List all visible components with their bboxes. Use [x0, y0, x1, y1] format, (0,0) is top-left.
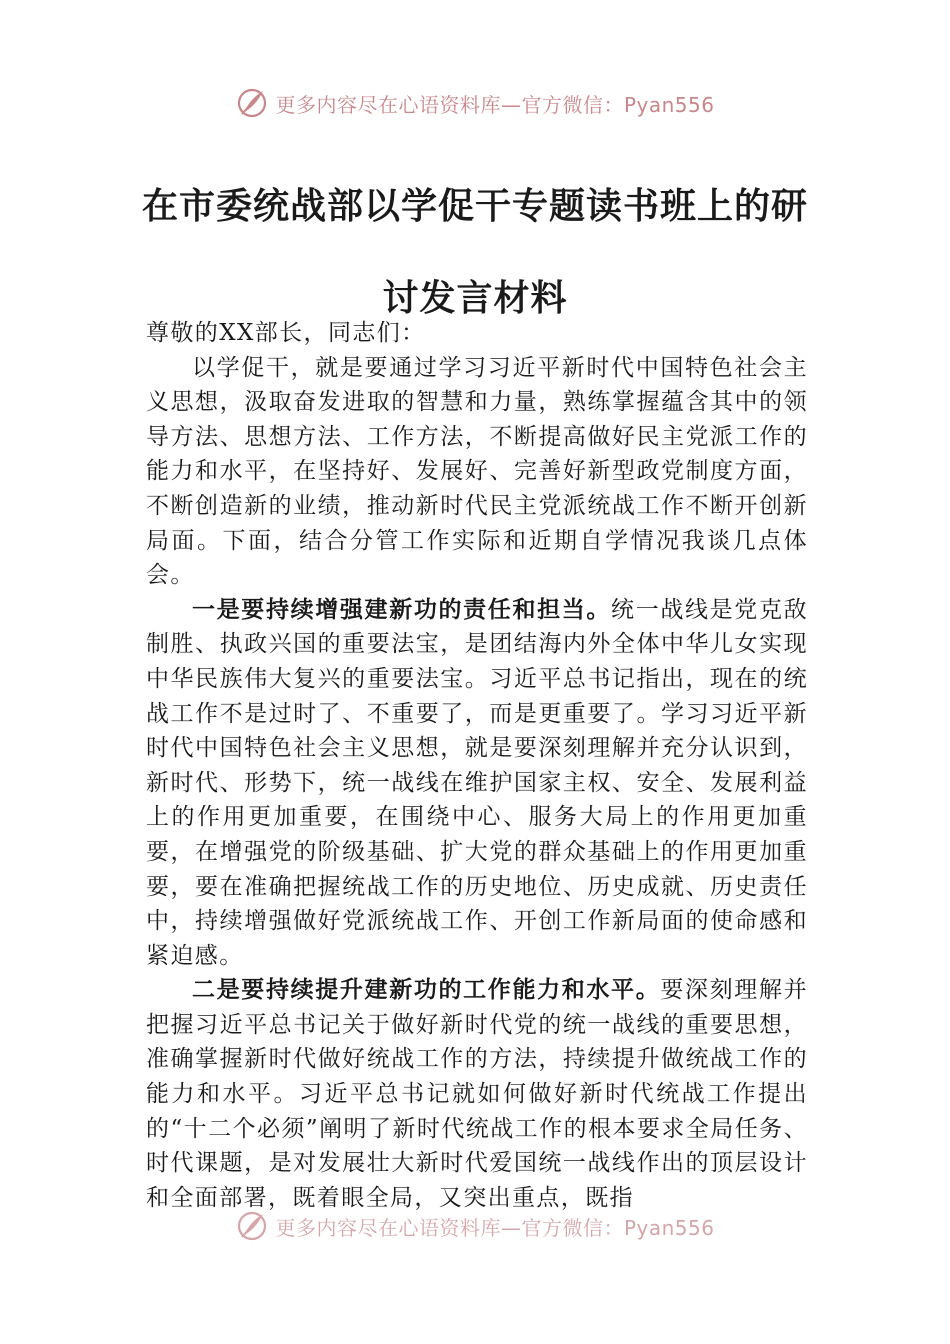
paragraph-point-2 — [146, 973, 808, 1215]
paragraph-point-1 — [146, 593, 808, 974]
paragraph-text: 要深刻理解并把握习近平总书记关于做好新时代党的统一战线的重要思想，准确掌握新时代做好统战工作的方法，持续提升做统战工作的能力和水平。习近平总书记就如何做好新时代统战工作提出的“十二个必须”阐明了新时代统战工作的根本要求全局任务、时代课题，是对发展壮大新时代爱国统一战线作出的顶层设计和全面部署，既着眼全局，又突出重点，既指 — [146, 977, 808, 1211]
feather-pen-icon — [235, 1209, 269, 1243]
paragraph-text: 统一战线是党克敌制胜、执政兴国的重要法宝，是团结海内外全体中华儿女实现中华民族伟大复兴的重要法宝。习近平总书记指出，现在的统战工作不是过时了、不重要了，而是更重要了。学习习近平新时代中国特色社会主义思想，就是要深刻理解并充分认识到，新时代、形势下，统一战线在维护国家主权、安全、发展利益上的作用更加重要，在围绕中心、服务大局上的作用更加重要，在增强党的阶级基础、扩大党的群众基础上的作用更加重要，要在准确把握统战工作的历史地位、历史成就、历史责任中，持续增强做好党派统战工作、开创工作新局面的使命感和紧迫感。 — [146, 596, 808, 969]
paragraph-intro — [146, 351, 808, 593]
salutation: 尊敬的XX部长，同志们： — [146, 320, 426, 346]
feather-pen-icon — [235, 86, 269, 120]
document-title: 在市委统战部以学促干专题读书班上的研讨发言材料 — [141, 185, 808, 319]
paragraph-text: 以学促干，就是要通过学习习近平新时代中国特色社会主义思想，汲取奋发进取的智慧和力量，熟练掌握蕴含其中的领导方法、思想方法、工作方法，不断提高做好民主党派工作的能力和水平，在坚持好、发展好、完善好新型政党制度方面，不断创造新的业绩，推动新时代民主党派统战工作不断开创新局面。下面，结合分管工作实际和近期自学情况我谈几点体会。 — [146, 354, 808, 589]
watermark-banner-top — [0, 83, 950, 123]
paragraph-lead: 二是要持续提升建新功的工作能力和水平。 — [192, 976, 661, 1004]
watermark-text: 更多内容尽在心语资料库—官方微信：Pyan556 — [275, 1215, 715, 1240]
document-body — [146, 316, 808, 1215]
paragraph-lead: 一是要持续增强建新功的责任和担当。 — [192, 595, 612, 623]
watermark-banner-bottom — [0, 1206, 950, 1246]
watermark-text: 更多内容尽在心语资料库—官方微信：Pyan556 — [275, 92, 715, 117]
